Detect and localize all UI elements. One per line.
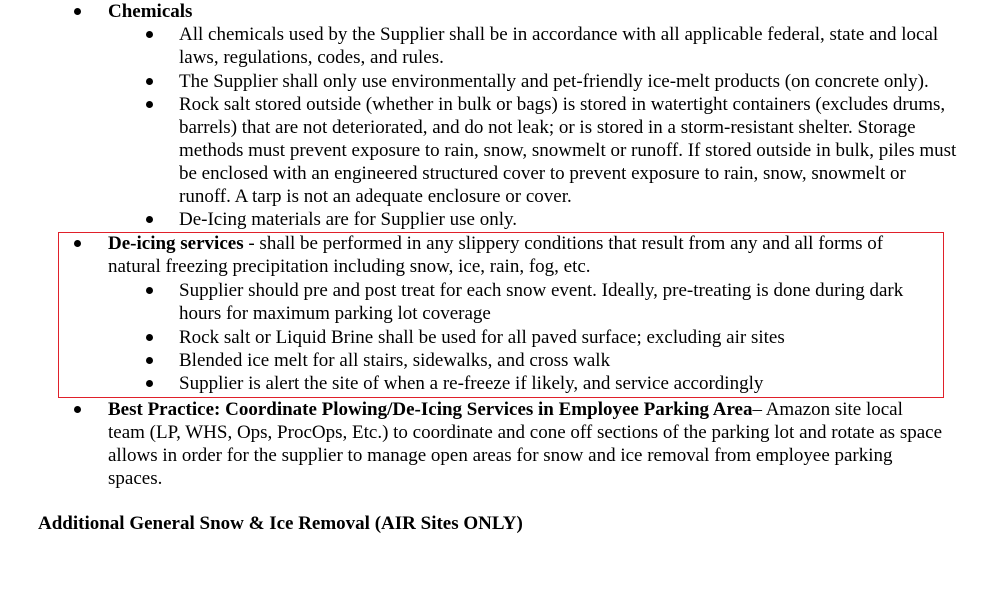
best-practice-title: Best Practice: Coordinate Plowing/De-Icing Services in Employee Parking Area	[108, 399, 753, 420]
bullet-icon	[74, 240, 81, 247]
deicing-item-4: Supplier is alert the site of when a re-freeze if likely, and service accordingly	[179, 373, 764, 394]
deicing-item-2: Rock salt or Liquid Brine shall be used for all paved surface; excluding air sites	[179, 327, 785, 348]
deicing-paragraph	[108, 232, 928, 278]
chemicals-item-3: Rock salt stored outside (whether in bulk or bags) is stored in watertight containers (excludes drums, barrels) that are not deteriorated, and do not leak; or is stored in a storm-resistant shelter. Storage methods must prevent exposure to rain, snow, snowmelt or runoff. If stored outside in bulk, piles must be enclosed with an engineered structured cover to prevent exposure to rain, snow, snowmelt or runoff. A tarp is not an adequate enclosure or cover.	[179, 94, 957, 207]
deicing-text: - shall be performed in any slippery conditions that result from any and all forms of natural freezing precipitation including snow, ice, rain, fog, etc.	[108, 233, 884, 277]
bullet-icon	[146, 357, 153, 364]
bullet-icon	[146, 287, 153, 294]
bullet-icon	[74, 406, 81, 413]
bullet-icon	[74, 8, 81, 15]
best-practice-text: – Amazon site local team (LP, WHS, Ops, ProcOps, Etc.) to coordinate and cone off sections of the parking lot and rotate as space allows in order for the supplier to manage open areas for snow and ice removal from employee parking spaces.	[108, 399, 943, 489]
bullet-icon	[146, 101, 153, 108]
chemicals-item-2: The Supplier shall only use environmentally and pet-friendly ice-melt products (on concrete only).	[179, 71, 929, 92]
chemicals-item-1: All chemicals used by the Supplier shall be in accordance with all applicable federal, state and local laws, regulations, codes, and rules.	[179, 24, 939, 68]
section-heading: Additional General Snow & Ice Removal (AIR Sites ONLY)	[38, 513, 523, 534]
best-practice-paragraph	[108, 398, 943, 490]
deicing-item-1: Supplier should pre and post treat for each snow event. Ideally, pre-treating is done during dark hours for maximum parking lot coverage	[179, 280, 904, 324]
bullet-icon	[146, 380, 153, 387]
bullet-icon	[146, 31, 153, 38]
bullet-icon	[146, 78, 153, 85]
chemicals-item-4: De-Icing materials are for Supplier use only.	[179, 209, 518, 230]
bullet-icon	[146, 334, 153, 341]
bullet-icon	[146, 216, 153, 223]
deicing-title: De-icing services	[108, 233, 244, 254]
deicing-item-3: Blended ice melt for all stairs, sidewalks, and cross walk	[179, 350, 611, 371]
chemicals-title: Chemicals	[108, 1, 193, 22]
